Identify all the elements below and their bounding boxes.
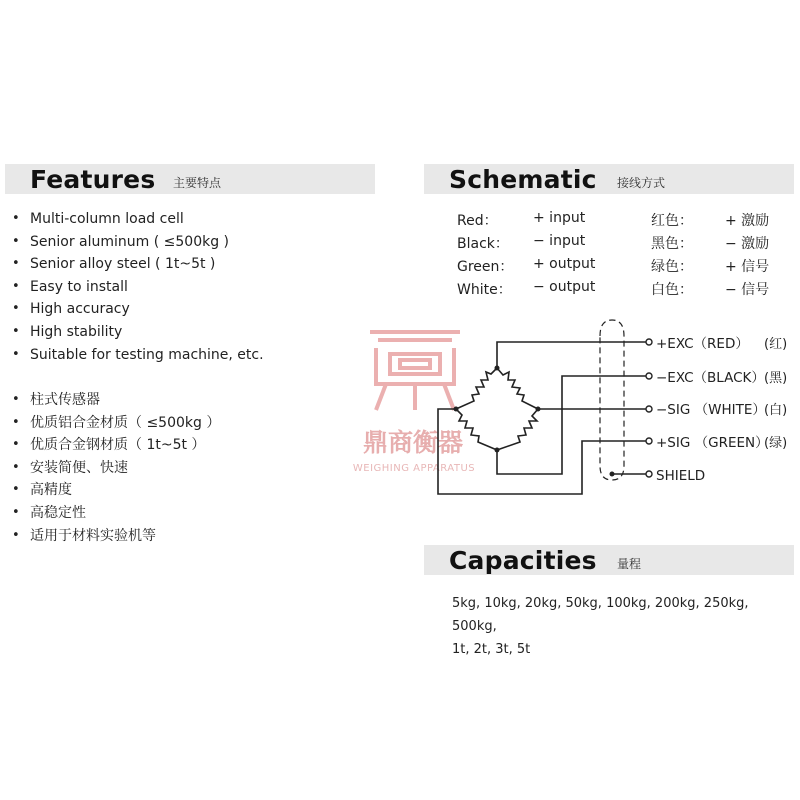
watermark-cn: 鼎商衡器 (362, 428, 464, 457)
legend-color-cn: 绿色： (651, 259, 693, 275)
bridge-node-right (536, 407, 541, 412)
label-exc-neg: −EXC（BLACK） (656, 370, 765, 386)
legend-sign-cn: − 信号 (725, 282, 770, 298)
bridge-arm-bottom-left (456, 409, 497, 450)
capacities-line-2: 1t, 2t, 3t, 5t (452, 642, 531, 657)
legend-color: Green： (457, 259, 514, 275)
legend-sign-cn: + 信号 (725, 259, 770, 275)
terminal-exc-neg (646, 373, 652, 379)
list-item: • 优质铝合金材质（ ≤500kg ） (12, 412, 220, 435)
label-sig-pos-cn: (绿) (764, 436, 788, 451)
legend-color-cn: 红色： (651, 213, 693, 229)
capacities-values (452, 592, 797, 661)
features-subtitle: 主要特点 (173, 176, 222, 190)
legend-sign-cn: − 激励 (725, 236, 770, 252)
capacities-header-bar (424, 545, 794, 575)
list-item: • Easy to install (12, 276, 264, 299)
legend-sign: + input (533, 210, 586, 226)
cable-shield-outline (600, 320, 624, 480)
bridge-node-left (454, 407, 459, 412)
capacities-title: Capacities (449, 546, 597, 575)
bridge-arm-top-right (497, 368, 538, 409)
label-exc-neg-cn: (黑) (764, 371, 788, 386)
bridge-arm-top-left (456, 368, 497, 409)
list-item: • 高精度 (12, 479, 220, 502)
bridge-node-bottom (495, 448, 500, 453)
list-item: • Senior alloy steel ( 1t~5t ) (12, 253, 264, 276)
terminal-sig-pos (646, 438, 652, 444)
list-item: • High stability (12, 321, 264, 344)
features-title: Features (30, 165, 156, 194)
bridge-node-top (495, 366, 500, 371)
legend-color-cn: 白色： (651, 282, 693, 298)
list-item: • 柱式传感器 (12, 389, 220, 412)
list-item: • High accuracy (12, 298, 264, 321)
legend-color-cn: 黑色： (651, 236, 693, 252)
legend-color: White： (457, 282, 512, 298)
watermark-en: WEIGHING APPARATUS (352, 463, 476, 474)
list-item: • 优质合金钢材质（ 1t~5t ） (12, 434, 220, 457)
terminal-exc-pos (646, 339, 652, 345)
shield-node (610, 472, 615, 477)
terminal-shield (646, 471, 652, 477)
label-sig-neg-cn: (白) (764, 403, 788, 418)
legend-sign: − output (533, 279, 596, 295)
list-item: • 高稳定性 (12, 502, 220, 525)
list-item: • Senior aluminum ( ≤500kg ) (12, 231, 264, 254)
capacities-line-1: 5kg, 10kg, 20kg, 50kg, 100kg, 200kg, 250kg, 500kg, (452, 596, 749, 634)
list-item: • 安装简便、快速 (12, 457, 220, 480)
terminal-sig-neg (646, 406, 652, 412)
list-item: • Suitable for testing machine, etc. (12, 344, 264, 367)
legend-sign: + output (533, 256, 596, 272)
label-exc-pos-cn: (红) (764, 337, 788, 352)
capacities-subtitle: 量程 (617, 557, 642, 571)
schematic-subtitle: 接线方式 (617, 176, 666, 190)
label-exc-pos: +EXC（RED） (656, 336, 749, 352)
wire-sig-pos (438, 409, 646, 494)
bridge-arm-bottom-right (497, 409, 538, 450)
label-shield: SHIELD (656, 468, 706, 484)
legend-color: Black： (457, 236, 509, 252)
label-sig-neg: −SIG （WHITE） (656, 402, 766, 418)
list-item: • 适用于材料实验机等 (12, 525, 220, 548)
legend-sign-cn: + 激励 (725, 213, 770, 229)
legend-sign: − input (533, 233, 586, 249)
label-sig-pos: +SIG （GREEN） (656, 435, 769, 451)
list-item: • Multi-column load cell (12, 208, 264, 231)
legend-color: Red： (457, 213, 498, 229)
schematic-title: Schematic (449, 165, 597, 194)
